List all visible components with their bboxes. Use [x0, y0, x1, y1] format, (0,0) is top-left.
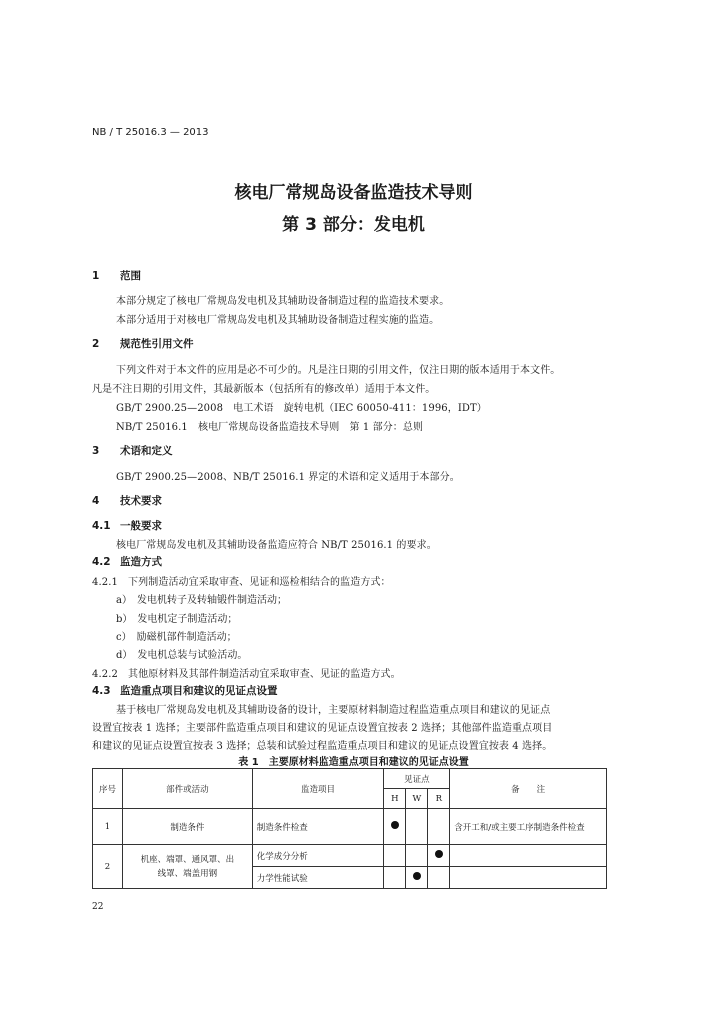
section-2-paragraph-line-1: 下列文件对于本文件的应用是必不可少的。凡是注日期的引用文件，仅注日期的版本适用于本文件。: [116, 365, 561, 376]
section-4-2-heading: 4.2 监造方式: [92, 556, 162, 568]
header-part: 部件或活动: [122, 769, 252, 809]
normative-reference-1: GB/T 2900.25—2008 电工术语 旋转电机（IEC 60050-411：1996，IDT）: [116, 403, 487, 414]
cell-h: [384, 867, 406, 889]
cell-item: 力学性能试验: [252, 867, 384, 889]
list-item: d） 发电机总装与试验活动。: [116, 650, 248, 661]
cell-w: [406, 867, 428, 889]
header-w: W: [406, 789, 428, 809]
list-item: a） 发电机转子及转轴锻件制造活动；: [116, 595, 287, 606]
cell-seq: 2: [93, 845, 123, 889]
section-4-1-paragraph: 核电厂常规岛发电机及其辅助设备监造应符合 NB/T 25016.1 的要求。: [116, 540, 437, 551]
document-title: 核电厂常规岛设备监造技术导则: [234, 183, 473, 203]
cell-remark: 含开工和/或主要工序制造条件检查: [450, 809, 607, 845]
section-4-3-paragraph-line-3: 和建议的见证点设置宜按表 3 选择；总装和试验过程监造重点项目和建议的见证点设置宜按表 4 选择。: [92, 741, 553, 752]
section-4-1-heading: 4.1 一般要求: [92, 520, 162, 532]
header-witness: 见证点: [384, 769, 450, 789]
section-2-heading: 2 规范性引用文件: [92, 338, 194, 350]
section-4-3-paragraph-line-1: 基于核电厂常规岛发电机及其辅助设备的设计，主要原材料制造过程监造重点项目和建议的见证点: [116, 705, 551, 716]
section-4-3-heading: 4.3 监造重点项目和建议的见证点设置: [92, 685, 278, 697]
document-subtitle: 第 3 部分：发电机: [282, 215, 425, 235]
section-3-heading: 3 术语和定义: [92, 445, 173, 457]
section-3-paragraph: GB/T 2900.25—2008、NB/T 25016.1 界定的术语和定义适用于本部分。: [116, 472, 460, 483]
cell-w: [406, 845, 428, 867]
cell-r: [428, 845, 450, 867]
header-h: H: [384, 789, 406, 809]
section-4-heading: 4 技术要求: [92, 495, 162, 507]
cell-item: 化学成分分析: [252, 845, 384, 867]
clause-4-2-1: 4.2.1 下列制造活动宜采取审查、见证和巡检相结合的监造方式：: [92, 577, 391, 588]
witness-mark: [435, 850, 443, 858]
witness-mark: [413, 872, 421, 880]
table-1: [92, 768, 607, 889]
clause-4-2-2: 4.2.2 其他原材料及其部件制造活动宜采取审查、见证的监造方式。: [92, 669, 401, 680]
cell-h: [384, 809, 406, 845]
header-r: R: [428, 789, 450, 809]
cell-r: [428, 809, 450, 845]
table-1-caption: 表 1 主要原材料监造重点项目和建议的见证点设置: [238, 757, 469, 768]
section-1-paragraph-2: 本部分适用于对核电厂常规岛发电机及其辅助设备制造过程实施的监造。: [116, 315, 440, 326]
header-remark: 备 注: [450, 769, 607, 809]
list-item: b） 发电机定子制造活动；: [116, 614, 238, 625]
normative-reference-2: NB/T 25016.1 核电厂常规岛设备监造技术导则 第 1 部分：总则: [116, 422, 424, 433]
section-4-3-paragraph-line-2: 设置宜按表 1 选择；主要部件监造重点项目和建议的见证点设置宜按表 2 选择；其他部件监造重点项目: [92, 723, 553, 734]
cell-remark: [450, 867, 607, 889]
cell-part: 制造条件: [122, 809, 252, 845]
header-item: 监造项目: [252, 769, 384, 809]
cell-seq: 1: [93, 809, 123, 845]
section-2-paragraph-line-2: 凡是不注日期的引用文件，其最新版本（包括所有的修改单）适用于本文件。: [92, 384, 436, 395]
witness-mark: [391, 821, 399, 829]
cell-w: [406, 809, 428, 845]
section-1-heading: 1 范围: [92, 270, 141, 282]
table-row: [93, 809, 607, 845]
cell-item: 制造条件检查: [252, 809, 384, 845]
section-1-paragraph-1: 本部分规定了核电厂常规岛发电机及其辅助设备制造过程的监造技术要求。: [116, 296, 450, 307]
cell-r: [428, 867, 450, 889]
list-item: c） 励磁机部件制造活动；: [116, 632, 237, 643]
header-seq: 序号: [93, 769, 123, 809]
cell-part: 机座、端罩、通风罩、出线罩、端盖用钢: [122, 845, 252, 889]
table-row: [93, 845, 607, 867]
standard-header: NB / T 25016.3 — 2013: [92, 127, 209, 138]
cell-h: [384, 845, 406, 867]
cell-remark: [450, 845, 607, 867]
page-number: 22: [92, 902, 104, 912]
